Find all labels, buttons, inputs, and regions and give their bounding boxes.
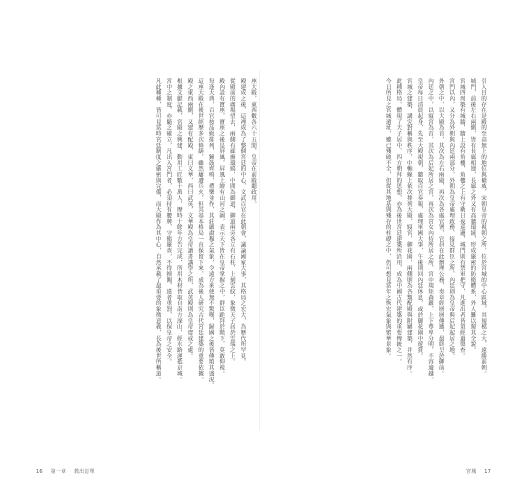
right-page-number: 17: [484, 469, 491, 475]
right-page: [266, 78, 488, 470]
chapter-label: 第一章: [50, 469, 67, 475]
left-running-head: 教出訂單: [73, 469, 95, 475]
right-page-body: 引人目的存在是殿的至高無上的地位與權威，宋朝皇帝的視朝之所，位於宮城的中心區域，其規模之大，遠勝前朝。 城門，前後左右兩側，皆有長廊相連，長廊之外又有高牆環繞，形成嚴密的防衛體系，外人難以窺其全貌。 宮城四周築有城牆，牆上設有角樓，角樓之上有守衛日夜巡邏，城門則有禁軍把守，凡進出者皆須經過盤查。 宮門以內，又分為外朝與內廷兩部分，外朝為皇帝處理政務、接見群臣之所，內廷則為皇帝與后妃起居之地。 外朝之中，以大殿為首，其次為左右兩殿，再次為各處官署，官員在此辦理公務，奏章經層層傳遞，最終呈於御前。 內廷之中，以寢宮為首，其次為后妃所居之宮，再次為宮女內侍所居之所，宮中規矩森嚴，上下尊卑分明，不容逾越。 皇帝每日清晨起身，先至大殿視朝，聽取百官奏報，處理軍國大事，午後則回內廷休息，或於御花園中遊賞。 宮城之建築，講究對稱與秩序，中軸線上依次排列大殿、寢宮、御花園，兩側則為各類配殿與附屬建築，井然有序。 此種格局，體現了天子居中、四方朝拜的思想，亦為後世宮廷建築所沿用，成為中國古代建築的重要傳統之一。 今日所見之宮城遺址，雖已殘破不全，但從其地基與殘存的柱礎之中，仍可想見當年之恢宏氣象與繁華景象。: [384, 78, 486, 383]
gutter-divider: [259, 70, 260, 430]
left-page-body: 座大殿，東西數各六十五間，皇帝在前殿聽政用。 殿建成之後，這裡成為了整個宮廷的中心，文武百官在此朝會，議論國家大事，其格局之宏大，為歷代所罕見。 從殿前的廣場望去，兩側有廊廡環繞，中間為御道，御道兩旁各立有石柱，上刻雲紋，象徵天子居於雲端之上。 殿內設有寶座，寶座之後是屏風，屏風上繪有山河之圖，表示天下皆在皇帝掌握之中，群臣跪拜於階下，莫敢仰視。 每逢大典，百官按品級排列，鐘鼓齊鳴，禮樂並作，其莊嚴肅穆之氣象，令遠方來使無不驚嘆，歸國之後皆傳頌其盛況。 這座大殿在後世經歷多次修繕，雖然屢遭兵火，但其基本格局一直保留下來，成為後人研究古代宮廷建築的重要依據。 殿之東西兩側，又建有配殿，東曰文華，西曰武英，文華殿為皇帝讀書講學之所，武英殿則為皇帝齋戒之處。 根據文獻記載，宮殿之興建，動用工匠數十萬人，歷時十餘年方告完成，所用木材皆取自南方深山，經水路運抵京城。 宮中之制度，亦隨之確立，凡出入宮門者，必須持有腰牌，守衛嚴查，不得擅闖，違者重罰，以保皇帝之安全。 凡此種種，皆可見當時宮廷制度之嚴密與完備，而大殿作為其中心，自然承載了最重要的象徵意義，長為後世所稱道。: [154, 78, 256, 389]
left-page-number: 16: [36, 469, 43, 475]
right-page-footer: [466, 468, 497, 475]
left-page-footer: [36, 468, 101, 475]
right-running-head: 宮城: [466, 469, 477, 475]
left-page: [36, 78, 258, 470]
